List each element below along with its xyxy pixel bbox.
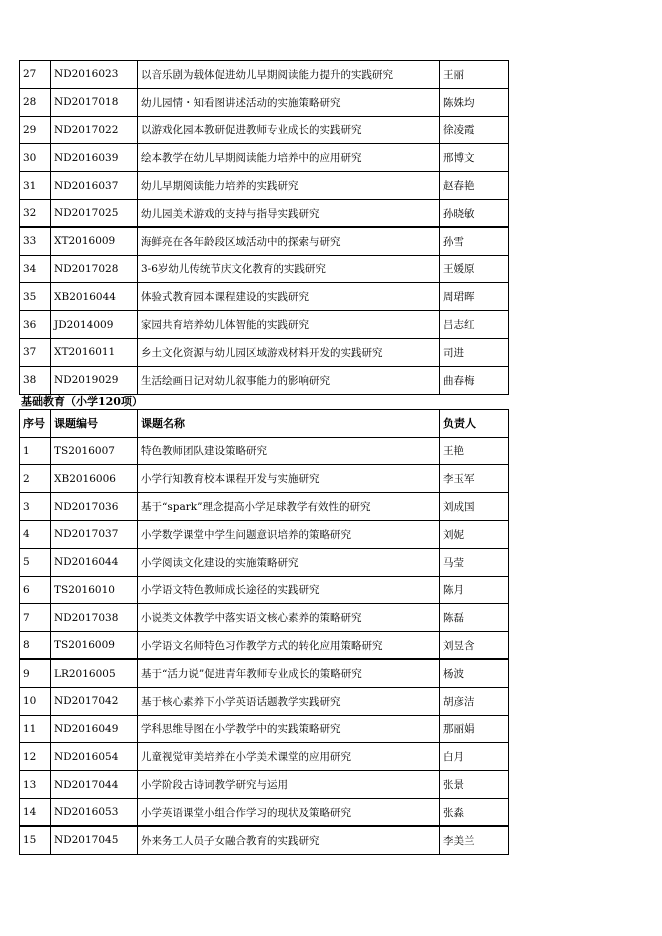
cell-code: TS2016009 [51, 632, 138, 660]
cell-code: ND2016039 [51, 144, 138, 172]
table-row [20, 255, 509, 283]
cell-code: ND2017018 [51, 88, 138, 116]
cell-owner: 王丽 [440, 61, 509, 89]
cell-no: 12 [20, 743, 51, 771]
cell-title: 3-6岁幼儿传统节庆文化教育的实践研究 [138, 255, 440, 283]
cell-title: 小学英语课堂小组合作学习的现状及策略研究 [138, 798, 440, 826]
top-table [19, 60, 509, 395]
cell-owner: 刘妮 [440, 520, 509, 548]
table-row [20, 715, 509, 743]
cell-no: 8 [20, 632, 51, 660]
cell-title: 基于“活力说”促进青年教师专业成长的策略研究 [138, 659, 440, 687]
bottom-table [19, 409, 509, 855]
table-row [20, 659, 509, 687]
cell-code: XT2016009 [51, 227, 138, 255]
cell-code: ND2017036 [51, 493, 138, 521]
cell-owner: 胡彦洁 [440, 687, 509, 715]
table-row [20, 771, 509, 799]
cell-no: 37 [20, 338, 51, 366]
cell-no: 10 [20, 687, 51, 715]
cell-no: 5 [20, 548, 51, 576]
table-row [20, 311, 509, 339]
table-row [20, 798, 509, 826]
cell-code: XB2016044 [51, 283, 138, 311]
cell-owner: 徐凌霞 [440, 116, 509, 144]
cell-title: 特色教师团队建设策略研究 [138, 437, 440, 465]
cell-no: 2 [20, 465, 51, 493]
cell-title: 家园共育培养幼儿体智能的实践研究 [138, 311, 440, 339]
cell-code: ND2017028 [51, 255, 138, 283]
cell-title: 以音乐剧为载体促进幼儿早期阅读能力提升的实践研究 [138, 61, 440, 89]
cell-owner: 邢博文 [440, 144, 509, 172]
cell-owner: 吕志红 [440, 311, 509, 339]
cell-owner: 曲春梅 [440, 366, 509, 394]
table-row [20, 743, 509, 771]
cell-title: 基于“spark”理念提高小学足球教学有效性的研究 [138, 493, 440, 521]
table-row [20, 144, 509, 172]
cell-title: 小学行知教育校本课程开发与实施研究 [138, 465, 440, 493]
cell-no: 13 [20, 771, 51, 799]
cell-code: ND2017042 [51, 687, 138, 715]
section-title: 基础教育（小学120项） [21, 394, 143, 408]
cell-no: 1 [20, 437, 51, 465]
header-no: 序号 [20, 409, 51, 437]
cell-code: ND2016054 [51, 743, 138, 771]
cell-owner: 陈月 [440, 576, 509, 604]
cell-code: XT2016011 [51, 338, 138, 366]
cell-title: 乡土文化资源与幼儿园区域游戏材料开发的实践研究 [138, 338, 440, 366]
cell-code: JD2014009 [51, 311, 138, 339]
table-row [20, 172, 509, 200]
table-row [20, 604, 509, 632]
cell-code: ND2017037 [51, 520, 138, 548]
table-row [20, 687, 509, 715]
cell-no: 3 [20, 493, 51, 521]
cell-owner: 马莹 [440, 548, 509, 576]
cell-code: ND2016049 [51, 715, 138, 743]
cell-no: 32 [20, 199, 51, 227]
cell-code: ND2017038 [51, 604, 138, 632]
cell-no: 11 [20, 715, 51, 743]
table-row [20, 437, 509, 465]
header-title: 课题名称 [138, 409, 440, 437]
cell-no: 29 [20, 116, 51, 144]
cell-title: 体验式教育园本课程建设的实践研究 [138, 283, 440, 311]
cell-no: 34 [20, 255, 51, 283]
table-row [20, 493, 509, 521]
cell-title: 绘本教学在幼儿早期阅读能力培养中的应用研究 [138, 144, 440, 172]
header-code: 课题编号 [51, 409, 138, 437]
cell-code: XB2016006 [51, 465, 138, 493]
cell-code: ND2019029 [51, 366, 138, 394]
cell-title: 小学语文名师特色习作教学方式的转化应用策略研究 [138, 632, 440, 660]
header-owner: 负责人 [440, 409, 509, 437]
cell-no: 31 [20, 172, 51, 200]
table-row [20, 61, 509, 89]
cell-owner: 孙晓敏 [440, 199, 509, 227]
cell-owner: 王艳 [440, 437, 509, 465]
table-row [20, 227, 509, 255]
cell-title: 小说类文体教学中落实语文核心素养的策略研究 [138, 604, 440, 632]
table-header-row [20, 409, 509, 437]
cell-no: 28 [20, 88, 51, 116]
cell-title: 幼儿园美术游戏的支持与指导实践研究 [138, 199, 440, 227]
cell-title: 小学数学课堂中学生问题意识培养的策略研究 [138, 520, 440, 548]
cell-no: 15 [20, 826, 51, 854]
cell-no: 38 [20, 366, 51, 394]
table-row [20, 548, 509, 576]
cell-code: ND2017025 [51, 199, 138, 227]
cell-no: 33 [20, 227, 51, 255]
cell-owner: 李美兰 [440, 826, 509, 854]
cell-code: ND2016023 [51, 61, 138, 89]
cell-title: 海鲜亮在各年龄段区域活动中的探索与研究 [138, 227, 440, 255]
table-row [20, 199, 509, 227]
cell-title: 基于核心素养下小学英语话题教学实践研究 [138, 687, 440, 715]
cell-title: 生活绘画日记对幼儿叙事能力的影响研究 [138, 366, 440, 394]
table-row [20, 520, 509, 548]
cell-owner: 司进 [440, 338, 509, 366]
cell-no: 14 [20, 798, 51, 826]
table-row [20, 576, 509, 604]
cell-owner: 陈姝均 [440, 88, 509, 116]
cell-title: 外来务工人员子女融合教育的实践研究 [138, 826, 440, 854]
cell-owner: 陈磊 [440, 604, 509, 632]
cell-title: 幼儿早期阅读能力培养的实践研究 [138, 172, 440, 200]
cell-title: 以游戏化园本教研促进教师专业成长的实践研究 [138, 116, 440, 144]
cell-title: 小学阅读文化建设的实施策略研究 [138, 548, 440, 576]
cell-no: 30 [20, 144, 51, 172]
cell-owner: 张景 [440, 771, 509, 799]
cell-owner: 那丽娟 [440, 715, 509, 743]
cell-owner: 孙雪 [440, 227, 509, 255]
cell-code: TS2016007 [51, 437, 138, 465]
cell-owner: 白月 [440, 743, 509, 771]
cell-owner: 刘成国 [440, 493, 509, 521]
cell-owner: 张淼 [440, 798, 509, 826]
cell-code: ND2017044 [51, 771, 138, 799]
table-row [20, 88, 509, 116]
cell-no: 4 [20, 520, 51, 548]
cell-no: 36 [20, 311, 51, 339]
cell-code: LR2016005 [51, 659, 138, 687]
cell-title: 学科思维导图在小学教学中的实践策略研究 [138, 715, 440, 743]
cell-no: 27 [20, 61, 51, 89]
cell-no: 7 [20, 604, 51, 632]
cell-code: ND2016044 [51, 548, 138, 576]
table-row [20, 826, 509, 854]
table-row [20, 338, 509, 366]
cell-no: 6 [20, 576, 51, 604]
cell-code: ND2017022 [51, 116, 138, 144]
cell-owner: 杨波 [440, 659, 509, 687]
cell-title: 幼儿园情・知看图讲述活动的实施策略研究 [138, 88, 440, 116]
cell-code: ND2016037 [51, 172, 138, 200]
cell-title: 小学语文特色教师成长途径的实践研究 [138, 576, 440, 604]
cell-code: TS2016010 [51, 576, 138, 604]
table-row [20, 283, 509, 311]
cell-title: 小学阶段古诗词教学研究与运用 [138, 771, 440, 799]
cell-code: ND2016053 [51, 798, 138, 826]
spreadsheet [19, 60, 508, 855]
cell-owner: 刘昱含 [440, 632, 509, 660]
table-row [20, 366, 509, 394]
cell-owner: 李玉军 [440, 465, 509, 493]
table-row [20, 632, 509, 660]
cell-no: 9 [20, 659, 51, 687]
cell-code: ND2017045 [51, 826, 138, 854]
cell-owner: 王媛原 [440, 255, 509, 283]
cell-title: 儿童视觉审美培养在小学美术课堂的应用研究 [138, 743, 440, 771]
cell-owner: 周珺晖 [440, 283, 509, 311]
table-row [20, 116, 509, 144]
cell-owner: 赵春艳 [440, 172, 509, 200]
cell-no: 35 [20, 283, 51, 311]
table-row [20, 465, 509, 493]
